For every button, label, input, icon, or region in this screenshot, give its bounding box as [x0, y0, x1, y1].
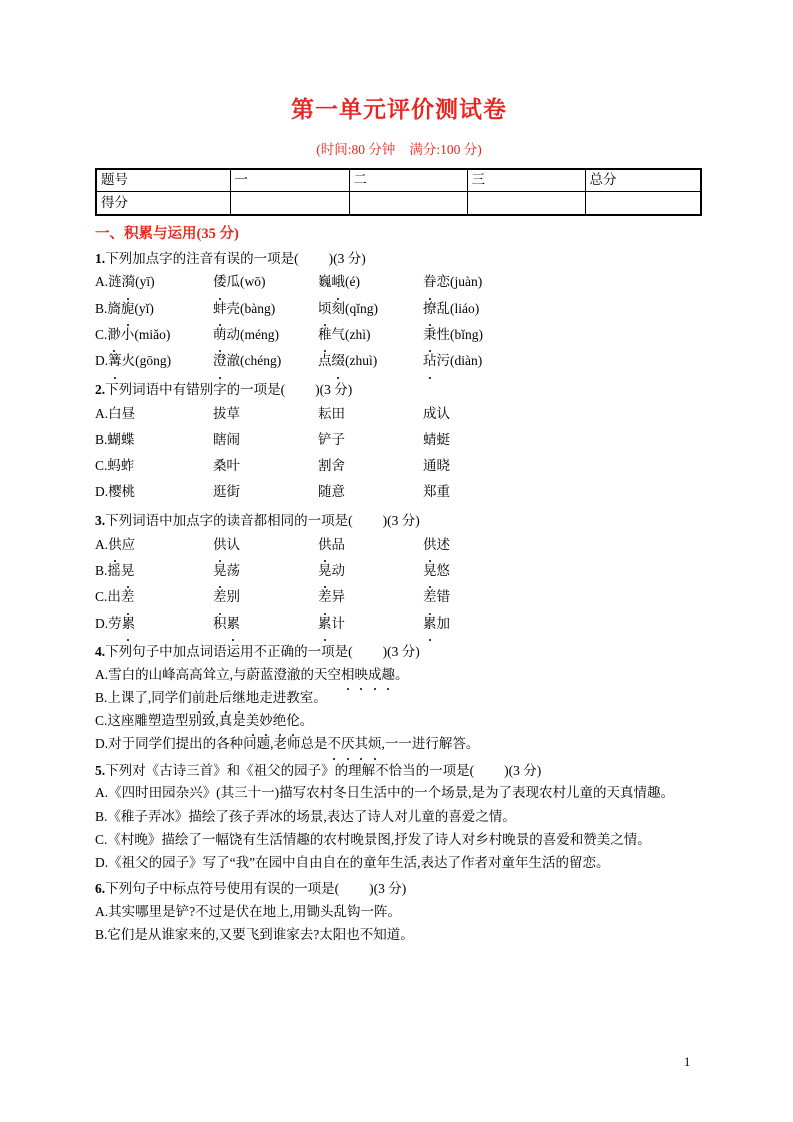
dotted-emphasis: 晃 — [318, 563, 332, 578]
question-stem — [95, 878, 703, 900]
option-cell — [423, 269, 482, 295]
option-cell — [213, 296, 318, 322]
option-cell — [423, 453, 450, 479]
score-cell-3[interactable] — [467, 192, 585, 215]
option-label: A. — [95, 536, 109, 552]
exam-total-score: 满分:100 分) — [409, 141, 482, 157]
option-label: A. — [95, 666, 109, 682]
option-word: 火(gōng) — [121, 353, 172, 369]
option-word: 樱桃 — [108, 484, 136, 500]
score-table — [95, 168, 702, 216]
option-word: 恋(juàn) — [436, 274, 483, 290]
option-cell — [95, 584, 213, 610]
option-cell — [95, 558, 213, 584]
option-row[interactable] — [95, 479, 703, 505]
option-cell — [95, 453, 213, 479]
option-word: 逛街 — [213, 484, 240, 500]
dotted-emphasis: 晃 — [423, 563, 437, 578]
option-cell — [95, 427, 213, 453]
option-cell — [423, 479, 450, 505]
question-text: 下列句子中加点词语运用不正确的一项是( — [105, 643, 353, 659]
option-word: (yī) — [135, 274, 155, 290]
question-points: )(3 分) — [382, 643, 420, 659]
option-cell — [423, 296, 479, 322]
page-title: 第一单元评价测试卷 — [291, 97, 507, 122]
question-stem — [95, 248, 703, 270]
question-stem — [95, 641, 703, 663]
option-text: 雪白的山峰高高耸立,与蔚蓝澄澈的天空 — [108, 666, 341, 682]
option-cell — [318, 558, 423, 584]
question-text: 下列词语中加点字的读音都相同的一项是( — [105, 512, 353, 528]
option-word: 割舍 — [318, 458, 345, 474]
option-word: 积 — [213, 615, 227, 631]
dotted-emphasis: 澄 — [213, 353, 227, 368]
option-word: 巍 — [318, 274, 332, 290]
option-label: C. — [95, 589, 108, 605]
option-word: 郑重 — [423, 484, 450, 500]
option-cell — [318, 427, 423, 453]
question-number: 1. — [95, 250, 106, 266]
score-table-col-3: 三 — [467, 169, 585, 192]
dotted-emphasis: 累 — [227, 616, 241, 631]
question-text: 下列加点字的注音有误的一项是( — [105, 250, 299, 266]
dotted-emphasis: 萌 — [213, 327, 227, 342]
dotted-emphasis: 美妙绝伦 — [246, 713, 300, 728]
score-cell-1[interactable] — [230, 192, 349, 215]
option-cell — [423, 401, 450, 427]
option-cell — [95, 532, 213, 558]
option-label: C. — [95, 713, 108, 729]
option-cell — [318, 348, 423, 374]
option-label: A. — [95, 274, 109, 290]
option-cell — [213, 427, 318, 453]
question-number: 2. — [95, 381, 106, 397]
dotted-emphasis: 差 — [423, 589, 437, 604]
score-table-label-question-no: 题号 — [96, 169, 230, 192]
option-cell — [95, 611, 213, 637]
option-word: 荡 — [226, 562, 240, 578]
option-cell — [423, 322, 483, 348]
option-label: C. — [95, 327, 108, 343]
option-cell — [95, 269, 213, 295]
option-cell — [95, 401, 213, 427]
option-word: 认 — [226, 536, 240, 552]
option-cell — [213, 269, 318, 295]
dotted-emphasis: 玷 — [423, 353, 437, 368]
question-stem — [95, 379, 703, 401]
dotted-emphasis: 旎 — [121, 301, 135, 316]
question-number: 6. — [95, 881, 106, 897]
question-points: )(3 分) — [504, 762, 542, 778]
exam-info-line — [95, 142, 703, 158]
option-label: D. — [95, 736, 109, 752]
option-text: 对于同学们提出的各种问题,老师总是 — [108, 736, 328, 752]
option-cell — [318, 322, 423, 348]
option-word: 耘田 — [318, 405, 345, 421]
question-number: 5. — [95, 762, 106, 778]
dotted-emphasis: 供 — [108, 537, 122, 552]
option-word: 壳(bàng) — [226, 300, 276, 316]
option-label: B. — [95, 300, 108, 316]
option-cell — [318, 532, 423, 558]
option-line[interactable]: A.《四时田园杂兴》(其三十一)描写农村冬日生活中的一个场景,是为了表现农村儿童的天真情趣。 — [95, 785, 674, 801]
dotted-emphasis: 累 — [122, 616, 136, 631]
option-cell — [213, 453, 318, 479]
question-points: )(3 分) — [369, 881, 407, 897]
dotted-emphasis: 供 — [318, 537, 332, 552]
option-label: D. — [95, 615, 109, 631]
option-row[interactable] — [95, 269, 703, 295]
option-word: 错 — [436, 589, 450, 605]
option-word: 性(bǐng) — [436, 327, 483, 343]
option-word: 刻(qǐng) — [331, 300, 378, 316]
option-row[interactable] — [95, 322, 703, 348]
option-word: 通晓 — [423, 458, 450, 474]
option-cell — [423, 427, 450, 453]
option-cell — [423, 611, 450, 637]
question-text: 下列句子中标点符号使用有误的一项是( — [105, 881, 340, 897]
option-cell — [213, 611, 318, 637]
option-label: B. — [95, 431, 108, 447]
option-word: 气(zhì) — [331, 327, 371, 343]
option-line[interactable]: C.《村晚》描绘了一幅饶有生活情趣的农村晚景图,抒发了诗人对乡村晚景的喜爱和赞美之情。 — [95, 831, 651, 847]
option-cell — [95, 322, 213, 348]
option-cell — [423, 584, 450, 610]
option-word: 述 — [436, 536, 450, 552]
section-heading-1: 一、积累与运用(35 分) — [95, 225, 239, 242]
option-word: 应 — [121, 536, 136, 552]
dotted-emphasis: 累 — [318, 616, 332, 631]
option-label: D. — [95, 484, 109, 500]
option-word: 出 — [107, 589, 121, 605]
option-cell — [318, 401, 423, 427]
page-number: 1 — [684, 1055, 691, 1069]
option-line[interactable] — [95, 732, 703, 755]
option-cell — [318, 479, 423, 505]
option-row[interactable] — [95, 401, 703, 427]
question-points: )(3 分) — [328, 250, 366, 266]
option-cell — [95, 296, 213, 322]
dotted-emphasis: 峨 — [332, 274, 346, 289]
option-word: 点 — [318, 353, 332, 369]
option-label: A. — [95, 405, 109, 421]
dotted-emphasis: 晃 — [213, 563, 227, 578]
option-cell — [318, 453, 423, 479]
option-line[interactable] — [95, 686, 703, 709]
option-line[interactable]: D.《祖父的园子》写了“我”在园中自由自在的童年生活,表达了作者对童年生活的留恋。 — [95, 855, 610, 871]
option-row[interactable] — [95, 296, 703, 322]
option-word: 铲子 — [318, 431, 345, 447]
option-text: 。 — [395, 666, 409, 682]
dotted-emphasis: 差 — [318, 589, 332, 604]
option-label: B. — [95, 689, 108, 705]
dotted-emphasis: 供 — [423, 537, 437, 552]
dotted-emphasis: 累 — [423, 616, 437, 631]
score-table-col-1: 一 — [230, 169, 349, 192]
option-word: 成认 — [423, 405, 450, 421]
option-line[interactable] — [95, 709, 703, 732]
option-cell — [318, 611, 423, 637]
option-word: 小(miǎo) — [120, 327, 171, 343]
dotted-emphasis: 稚 — [318, 327, 332, 342]
option-word: 蚂蚱 — [107, 458, 135, 474]
option-word: 拔草 — [213, 405, 240, 421]
exam-time: (时间:80 分钟 — [316, 141, 396, 157]
option-word: 旖 — [107, 300, 121, 316]
option-line[interactable]: B.《稚子弄冰》描绘了孩子弄冰的场景,表达了诗人对儿童的喜爱之情。 — [95, 808, 516, 824]
option-word: 瓜(wō) — [226, 274, 266, 290]
option-word: 动 — [331, 562, 345, 578]
dotted-emphasis: 相映成趣 — [341, 667, 395, 682]
question-points: )(3 分) — [315, 381, 353, 397]
option-cell — [213, 479, 318, 505]
option-label: C. — [95, 458, 108, 474]
option-word: 白昼 — [108, 405, 136, 421]
option-row[interactable] — [95, 611, 703, 637]
option-line[interactable]: A.其实哪里是铲?不过是伏在地上,用锄头乱钩一阵。 — [95, 904, 401, 920]
dotted-emphasis: 差 — [121, 589, 135, 604]
score-table-col-total: 总分 — [585, 169, 701, 192]
dotted-emphasis: 缀 — [332, 353, 346, 368]
question-stem — [95, 510, 703, 532]
option-cell — [423, 558, 450, 584]
option-cell — [423, 532, 450, 558]
question-points: )(3 分) — [382, 512, 420, 528]
option-cell — [213, 584, 318, 610]
option-cell — [318, 296, 423, 322]
option-word: 摇 — [107, 562, 121, 578]
option-text: 。 — [299, 713, 314, 729]
option-cell — [95, 348, 213, 374]
option-text: 地走进教室。 — [245, 689, 327, 705]
option-row[interactable] — [95, 532, 703, 558]
option-label: B. — [95, 562, 108, 578]
option-word: 乱(liáo) — [436, 300, 480, 316]
dotted-emphasis: 渺 — [107, 327, 121, 342]
option-word: (yǐ) — [134, 300, 154, 316]
option-text: 上课了,同学们 — [107, 689, 192, 705]
option-word: 加 — [436, 615, 450, 631]
option-row[interactable] — [95, 348, 703, 374]
option-word: 澈(chéng) — [226, 353, 282, 369]
option-text: ,一一进行解答。 — [381, 736, 480, 752]
score-table-col-2: 二 — [349, 169, 467, 192]
dotted-emphasis: 眷 — [423, 274, 437, 289]
option-row[interactable] — [95, 584, 703, 610]
option-word: 异 — [331, 589, 345, 605]
option-cell — [318, 269, 423, 295]
question-text: 下列对《古诗三首》和《祖父的园子》的理解不恰当的一项是( — [105, 762, 475, 778]
dotted-emphasis: 不厌其烦 — [328, 736, 382, 751]
dotted-emphasis: 前赴后继 — [192, 690, 246, 705]
question-text: 下列词语中有错别字的一项是( — [105, 381, 286, 397]
option-word: 污(diàn) — [436, 353, 483, 369]
option-word: 桑叶 — [213, 458, 240, 474]
dotted-emphasis: 漪 — [122, 274, 136, 289]
option-row[interactable] — [95, 427, 703, 453]
option-row[interactable] — [95, 558, 703, 584]
option-word: 动(méng) — [226, 327, 279, 343]
score-table-label-score: 得分 — [96, 192, 230, 215]
question-stem — [95, 760, 703, 782]
option-cell — [318, 584, 423, 610]
option-word: 悠 — [436, 562, 450, 578]
option-row[interactable] — [95, 453, 703, 479]
dotted-emphasis: 差 — [213, 589, 227, 604]
option-word: 劳 — [108, 615, 122, 631]
dotted-emphasis: 供 — [213, 537, 227, 552]
option-cell — [213, 322, 318, 348]
option-cell — [213, 401, 318, 427]
option-word: (é) — [345, 274, 360, 290]
option-text: 这座雕塑造型别致,真是 — [107, 713, 246, 729]
option-word: 蜻蜓 — [423, 431, 450, 447]
option-cell — [423, 348, 482, 374]
option-word: (zhuì) — [345, 353, 378, 369]
score-cell-2[interactable] — [349, 192, 467, 215]
option-cell — [95, 479, 213, 505]
option-word: 随意 — [318, 484, 345, 500]
question-number: 4. — [95, 643, 106, 659]
option-word: 蝴蝶 — [107, 431, 135, 447]
score-cell-total[interactable] — [585, 192, 701, 215]
dotted-emphasis: 篝 — [108, 353, 122, 368]
option-cell — [213, 532, 318, 558]
dotted-emphasis: 倭 — [213, 274, 227, 289]
option-line[interactable] — [95, 663, 703, 686]
question-list — [95, 248, 703, 947]
option-word: 别 — [226, 589, 240, 605]
option-word: 计 — [331, 615, 345, 631]
option-word: 瞎闹 — [213, 431, 240, 447]
dotted-emphasis: 顷 — [318, 301, 332, 316]
option-word: 涟 — [108, 274, 122, 290]
dotted-emphasis: 秉 — [423, 327, 437, 342]
dotted-emphasis: 撩 — [423, 301, 437, 316]
dotted-emphasis: 晃 — [121, 563, 135, 578]
option-label: D. — [95, 353, 109, 369]
page-content — [95, 96, 703, 947]
table-row — [96, 169, 701, 192]
option-cell — [213, 558, 318, 584]
question-number: 3. — [95, 512, 106, 528]
table-row — [96, 192, 701, 215]
option-line[interactable]: B.它们是从谁家来的,又要飞到谁家去?太阳也不知道。 — [95, 927, 414, 943]
option-word: 品 — [331, 536, 345, 552]
option-cell — [213, 348, 318, 374]
dotted-emphasis: 蚌 — [213, 301, 227, 316]
